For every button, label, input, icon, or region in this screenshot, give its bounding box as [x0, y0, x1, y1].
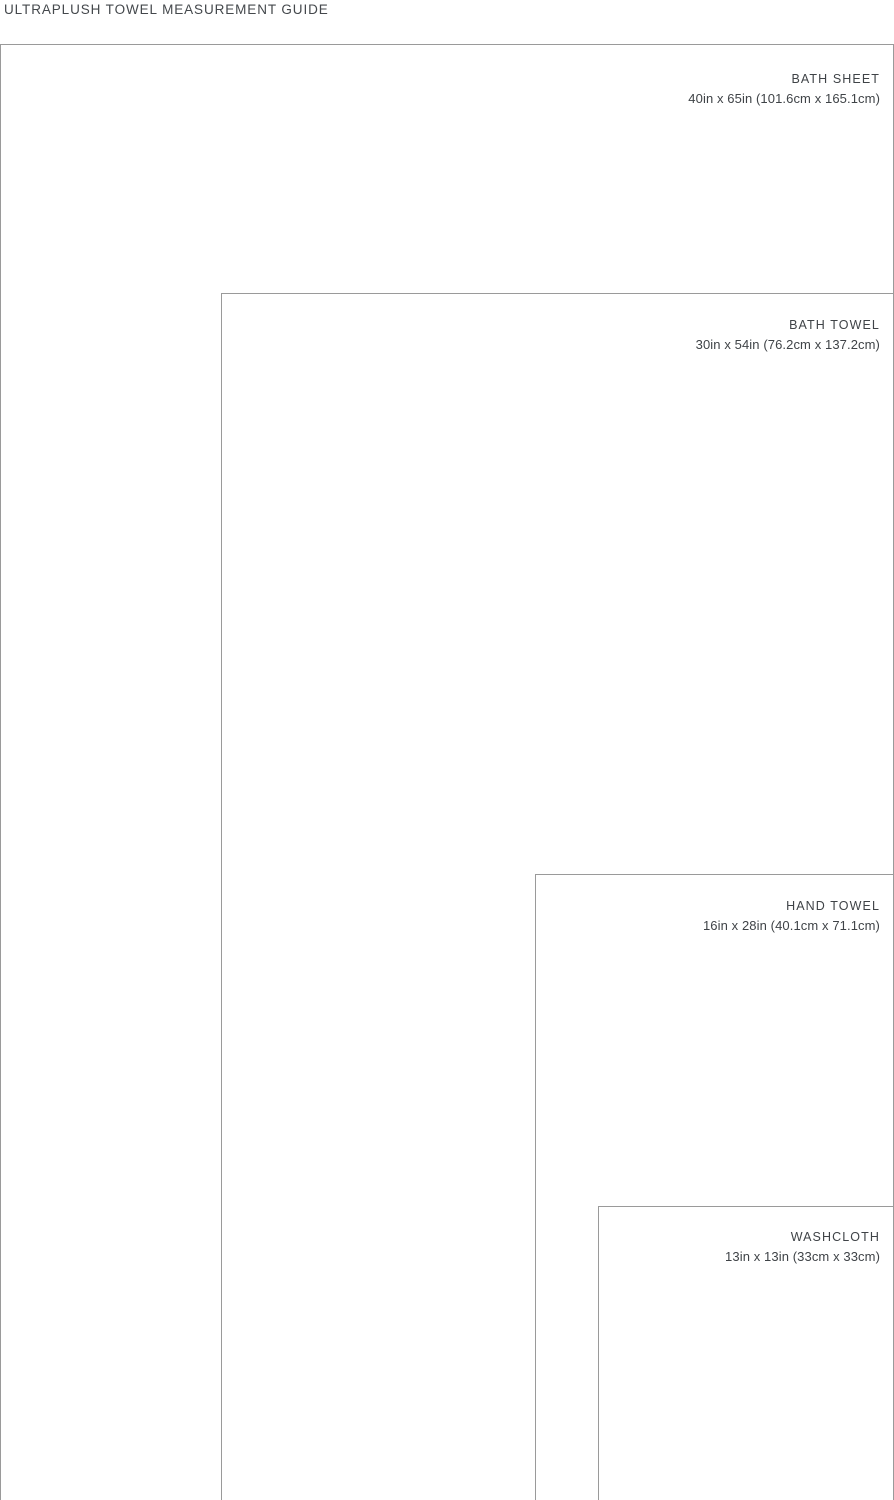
label-name-hand-towel: HAND TOWEL	[786, 899, 880, 913]
label-washcloth	[725, 1228, 880, 1268]
label-bath-sheet	[688, 70, 880, 110]
label-hand-towel	[703, 897, 880, 937]
label-dims-washcloth: 13in x 13in (33cm x 33cm)	[725, 1248, 880, 1264]
label-name-bath-towel: BATH TOWEL	[789, 318, 880, 332]
label-dims-hand-towel: 16in x 28in (40.1cm x 71.1cm)	[702, 917, 880, 933]
page-title: ULTRAPLUSH TOWEL MEASUREMENT GUIDE	[4, 2, 329, 17]
label-name-washcloth: WASHCLOTH	[790, 1230, 880, 1244]
label-name-bath-sheet: BATH SHEET	[791, 72, 880, 86]
label-dims-bath-towel: 30in x 54in (76.2cm x 137.2cm)	[695, 336, 880, 352]
label-dims-bath-sheet: 40in x 65in (101.6cm x 165.1cm)	[688, 90, 880, 106]
label-bath-towel	[696, 316, 880, 356]
